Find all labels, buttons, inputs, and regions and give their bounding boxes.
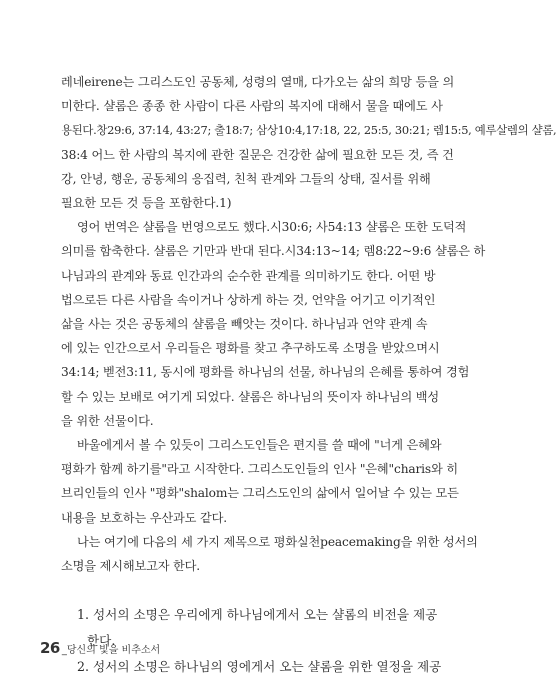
text-line: 영어 번역은 샬롬을 번영으로도 했다.시30:6; 사54:13 샬롬은 또한 도덕적	[77, 220, 467, 235]
page-number: 26	[40, 639, 60, 657]
text-line: 용된다.창29:6, 37:14, 43:27; 출18:7; 삼상10:4,17:18, 22, 25:5, 30:21; 렘15:5, 예루살렘의 샬롬,	[61, 123, 556, 138]
text-line: 34:14; 벧전3:11, 동시에 평화를 하나님의 선물, 하나님의 은혜를 통하여 경험	[61, 365, 470, 380]
text-line: 브리인들의 인사 "평화"shalom는 그리스도인의 삶에서 일어날 수 있는 모든	[61, 486, 459, 501]
text-line: 에 있는 인간으로서 우리들은 평화를 찾고 추구하도록 소명을 받았으며시	[61, 341, 440, 356]
text-line: 레네eirene는 그리스도인 공동체, 성령의 열매, 다가오는 삶의 희망 등을 의	[61, 75, 455, 89]
text-line: 소명을 제시해보고자 한다.	[61, 559, 201, 574]
text-line: 내용을 보호하는 우산과도 같다.	[61, 510, 227, 525]
list-item: 2. 성서의 소명은 하나님의 영에게서 오는 샬롬을 위한 열정을 제공	[77, 659, 442, 675]
page-footer	[40, 638, 160, 657]
text-line: 강, 안녕, 행운, 공동체의 응집력, 친척 관계와 그들의 상태, 질서를 위해	[61, 171, 431, 186]
text-line: 필요한 모든 것 등을 포함한다.1)	[61, 196, 232, 211]
text-line: 할 수 있는 보배로 여기게 되었다. 샬롬은 하나님의 뜻이자 하나님의 백성	[61, 389, 440, 404]
text-line: 평화가 함께 하기를"라고 시작한다. 그리스도인들의 인사 "은혜"charis와 히	[61, 462, 459, 477]
list-item-continuation: 한다.	[87, 633, 116, 649]
text-line: 의미를 함축한다. 샬롬은 기만과 반대 된다.시34:13~14; 렘8:22~9:6 샬롬은 하	[61, 244, 486, 259]
text-line: 삶을 사는 것은 공동체의 샬롬을 빼앗는 것이다. 하나님과 언약 관계 속	[61, 317, 428, 332]
list-item: 1. 성서의 소명은 우리에게 하나님에게서 오는 샬롬의 비전을 제공	[77, 607, 438, 623]
body-text	[61, 70, 556, 680]
text-line: 나님과의 관계와 동료 인간과의 순수한 관계를 의미하기도 한다. 어떤 방	[61, 268, 436, 283]
text-line: 미한다. 샬롬은 종종 한 사람이 다른 사람의 복지에 대해서 물을 때에도 사	[61, 99, 443, 114]
text-line: 을 위한 선물이다.	[61, 413, 154, 428]
text-line: 법으로든 다른 사람을 속이거나 상하게 하는 것, 언약을 어기고 이기적인	[61, 292, 436, 307]
text-line: 38:4 어느 한 사람의 복지에 관한 질문은 건강한 삶에 필요한 모든 것, 즉 건	[61, 147, 454, 162]
text-line: 나는 여기에 다음의 세 가지 제목으로 평화실천peacemaking을 위한 성서의	[77, 534, 478, 549]
text-line: 바울에게서 볼 수 있듯이 그리스도인들은 편지를 쓸 때에 "너게 은혜와	[77, 438, 442, 453]
book-title: _당신의 빛을 비추소서	[61, 645, 161, 656]
